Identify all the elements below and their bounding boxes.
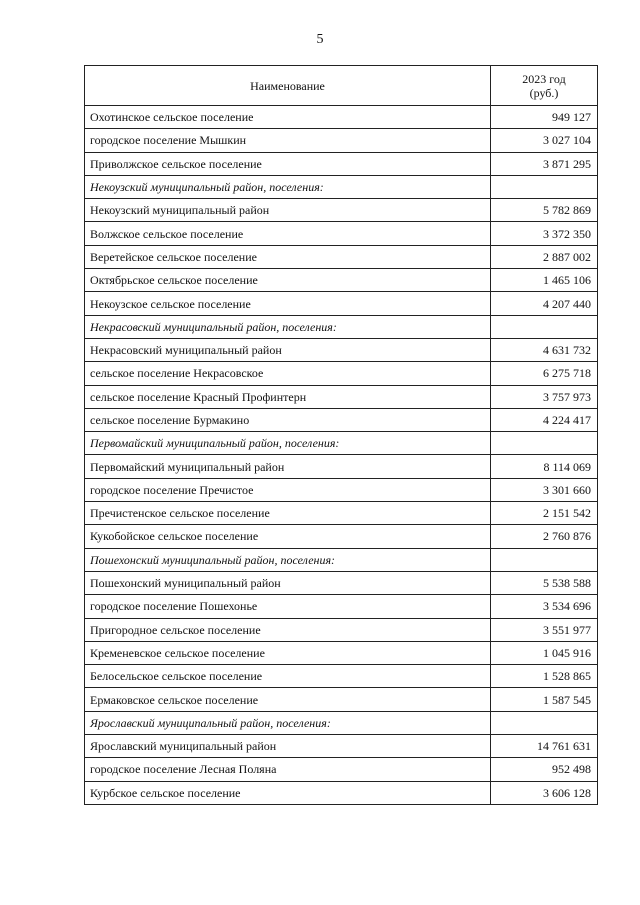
table-row [85, 478, 598, 501]
table-row [85, 688, 598, 711]
row-value [491, 711, 598, 734]
row-value [491, 548, 598, 571]
row-name: сельское поселение Бурмакино [85, 408, 491, 431]
row-value: 952 498 [491, 758, 598, 781]
table-header [85, 66, 598, 106]
section-row [85, 432, 598, 455]
table-row [85, 641, 598, 664]
row-value: 5 538 588 [491, 571, 598, 594]
row-value [491, 432, 598, 455]
row-name: Пошехонский муниципальный район [85, 571, 491, 594]
row-value: 4 224 417 [491, 408, 598, 431]
row-value: 8 114 069 [491, 455, 598, 478]
table-row [85, 199, 598, 222]
row-value [491, 175, 598, 198]
column-header-year: 2023 год [522, 71, 566, 86]
row-value: 3 606 128 [491, 781, 598, 804]
table-row [85, 571, 598, 594]
section-row [85, 175, 598, 198]
row-name: Некрасовский муниципальный район [85, 338, 491, 361]
table-row [85, 338, 598, 361]
table-row [85, 408, 598, 431]
row-name: Некоузский муниципальный район [85, 199, 491, 222]
section-row [85, 315, 598, 338]
table-row [85, 129, 598, 152]
row-name: Охотинское сельское поселение [85, 106, 491, 129]
row-name: городское поселение Лесная Поляна [85, 758, 491, 781]
section-title: Некоузский муниципальный район, поселения: [85, 175, 491, 198]
row-value: 4 631 732 [491, 338, 598, 361]
row-value: 2 887 002 [491, 245, 598, 268]
row-value: 2 151 542 [491, 502, 598, 525]
row-value: 1 045 916 [491, 641, 598, 664]
table-row [85, 385, 598, 408]
row-name: Ермаковское сельское поселение [85, 688, 491, 711]
row-name: Некоузское сельское поселение [85, 292, 491, 315]
row-name: Волжское сельское поселение [85, 222, 491, 245]
row-value: 1 587 545 [491, 688, 598, 711]
table-row [85, 362, 598, 385]
table-row [85, 735, 598, 758]
row-value: 949 127 [491, 106, 598, 129]
row-value [491, 315, 598, 338]
column-header-value [491, 66, 598, 106]
row-name: Пречистенское сельское поселение [85, 502, 491, 525]
row-name: сельское поселение Красный Профинтерн [85, 385, 491, 408]
row-value: 3 372 350 [491, 222, 598, 245]
row-value: 3 534 696 [491, 595, 598, 618]
section-row [85, 548, 598, 571]
section-title: Пошехонский муниципальный район, поселения: [85, 548, 491, 571]
column-header-unit: (руб.) [529, 85, 559, 100]
section-title: Первомайский муниципальный район, поселения: [85, 432, 491, 455]
row-name: Первомайский муниципальный район [85, 455, 491, 478]
section-row [85, 711, 598, 734]
row-name: городское поселение Пречистое [85, 478, 491, 501]
row-name: городское поселение Пошехонье [85, 595, 491, 618]
table-row [85, 269, 598, 292]
column-header-name: Наименование [85, 66, 491, 106]
table-row [85, 665, 598, 688]
row-name: Курбское сельское поселение [85, 781, 491, 804]
table-row [85, 106, 598, 129]
table-row [85, 618, 598, 641]
row-name: Октябрьское сельское поселение [85, 269, 491, 292]
row-value: 3 551 977 [491, 618, 598, 641]
row-value: 4 207 440 [491, 292, 598, 315]
row-name: Кременевское сельское поселение [85, 641, 491, 664]
page-number: 5 [316, 32, 324, 47]
section-title: Ярославский муниципальный район, поселения: [85, 711, 491, 734]
row-value: 6 275 718 [491, 362, 598, 385]
table-row [85, 525, 598, 548]
table-row [85, 245, 598, 268]
row-value: 1 465 106 [491, 269, 598, 292]
row-value: 3 757 973 [491, 385, 598, 408]
row-value: 5 782 869 [491, 199, 598, 222]
row-name: Ярославский муниципальный район [85, 735, 491, 758]
row-name: Кукобойское сельское поселение [85, 525, 491, 548]
table-row [85, 502, 598, 525]
row-value: 1 528 865 [491, 665, 598, 688]
budget-table [84, 65, 598, 805]
table-row [85, 152, 598, 175]
table-body [85, 106, 598, 805]
row-name: Белосельское сельское поселение [85, 665, 491, 688]
table-row [85, 595, 598, 618]
table-row [85, 292, 598, 315]
row-value: 2 760 876 [491, 525, 598, 548]
table-row [85, 758, 598, 781]
row-value: 3 027 104 [491, 129, 598, 152]
table-row [85, 222, 598, 245]
table-row [85, 781, 598, 804]
row-value: 3 871 295 [491, 152, 598, 175]
table-row [85, 455, 598, 478]
row-name: городское поселение Мышкин [85, 129, 491, 152]
header-row [85, 66, 598, 106]
row-name: Веретейское сельское поселение [85, 245, 491, 268]
row-name: сельское поселение Некрасовское [85, 362, 491, 385]
section-title: Некрасовский муниципальный район, поселения: [85, 315, 491, 338]
row-name: Пригородное сельское поселение [85, 618, 491, 641]
row-value: 14 761 631 [491, 735, 598, 758]
row-value: 3 301 660 [491, 478, 598, 501]
row-name: Приволжское сельское поселение [85, 152, 491, 175]
